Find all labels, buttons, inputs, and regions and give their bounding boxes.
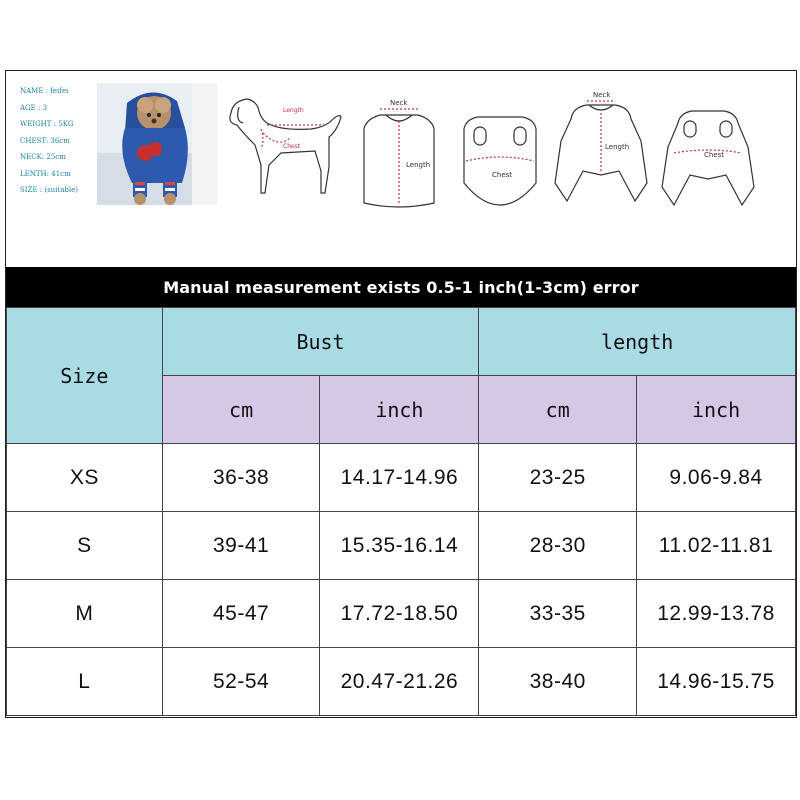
bust-cm-cell: 52-54 <box>162 648 320 716</box>
bust-inch-cell: 15.35-16.14 <box>320 512 479 580</box>
size-chart <box>5 70 797 718</box>
bust-inch-cell: 14.17-14.96 <box>320 444 479 512</box>
length-inch-cell: 12.99-13.78 <box>637 580 796 648</box>
length-cm-cell: 28-30 <box>479 512 637 580</box>
bust-inch-header: inch <box>320 376 479 444</box>
size-cell: L <box>7 648 163 716</box>
bust-cm-cell: 39-41 <box>162 512 320 580</box>
size-cell: S <box>7 512 163 580</box>
size-cell: M <box>7 580 163 648</box>
length-cm-cell: 33-35 <box>479 580 637 648</box>
dog-photo <box>97 83 217 205</box>
bust-inch-cell: 17.72-18.50 <box>320 580 479 648</box>
length-inch-cell: 11.02-11.81 <box>637 512 796 580</box>
size-table <box>6 307 796 716</box>
bust-cm-header: cm <box>162 376 320 444</box>
length-header: length <box>479 308 796 376</box>
jumpsuit-front-diagram <box>656 107 761 217</box>
length-cm-cell: 38-40 <box>479 648 637 716</box>
size-cell: XS <box>7 444 163 512</box>
dog-measure-diagram <box>221 93 346 208</box>
table-row <box>7 444 796 512</box>
pet-neck: NECK: 25cm <box>20 153 66 161</box>
length-inch-cell: 9.06-9.84 <box>637 444 796 512</box>
sweater-length-label: Length <box>406 161 431 169</box>
bust-cm-cell: 36-38 <box>162 444 320 512</box>
sweater-neck-label: Neck <box>390 99 408 107</box>
sweater-back-diagram <box>354 99 444 214</box>
measurement-error-banner <box>6 267 796 307</box>
pet-size: SIZE : (suitable) <box>20 186 78 194</box>
jumpsuit-neck-label: Neck <box>593 91 611 99</box>
bust-header: Bust <box>162 308 479 376</box>
pet-chest: CHEST: 36cm <box>20 136 70 145</box>
pet-age: AGE : 3 <box>20 103 48 112</box>
dog-length-label: Length <box>283 107 304 114</box>
bust-inch-cell: 20.47-21.26 <box>320 648 479 716</box>
table-row <box>7 580 796 648</box>
dog-chest-label: Chest <box>283 143 301 150</box>
length-cm-cell: 23-25 <box>479 444 637 512</box>
sweater-front-diagram <box>458 113 543 213</box>
jumpsuit-length-label: Length <box>605 143 630 151</box>
table-row <box>7 648 796 716</box>
jumpsuit-back-diagram <box>549 91 654 216</box>
pet-length: LENTH: 41cm <box>20 169 71 178</box>
table-row <box>7 512 796 580</box>
length-inch-cell: 14.96-15.75 <box>637 648 796 716</box>
jumpsuit-chest-label: Chest <box>704 151 725 159</box>
sweater-chest-label: Chest <box>492 171 513 179</box>
size-header: Size <box>7 308 163 444</box>
length-cm-header: cm <box>479 376 637 444</box>
banner-text: Manual measurement exists 0.5-1 inch(1-3cm) error <box>163 277 639 297</box>
pet-name: NAME : feifei <box>20 87 69 95</box>
length-inch-header: inch <box>637 376 796 444</box>
pet-info <box>20 83 98 199</box>
bust-cm-cell: 45-47 <box>162 580 320 648</box>
pet-weight: WEIGHT : 5KG <box>20 120 74 128</box>
